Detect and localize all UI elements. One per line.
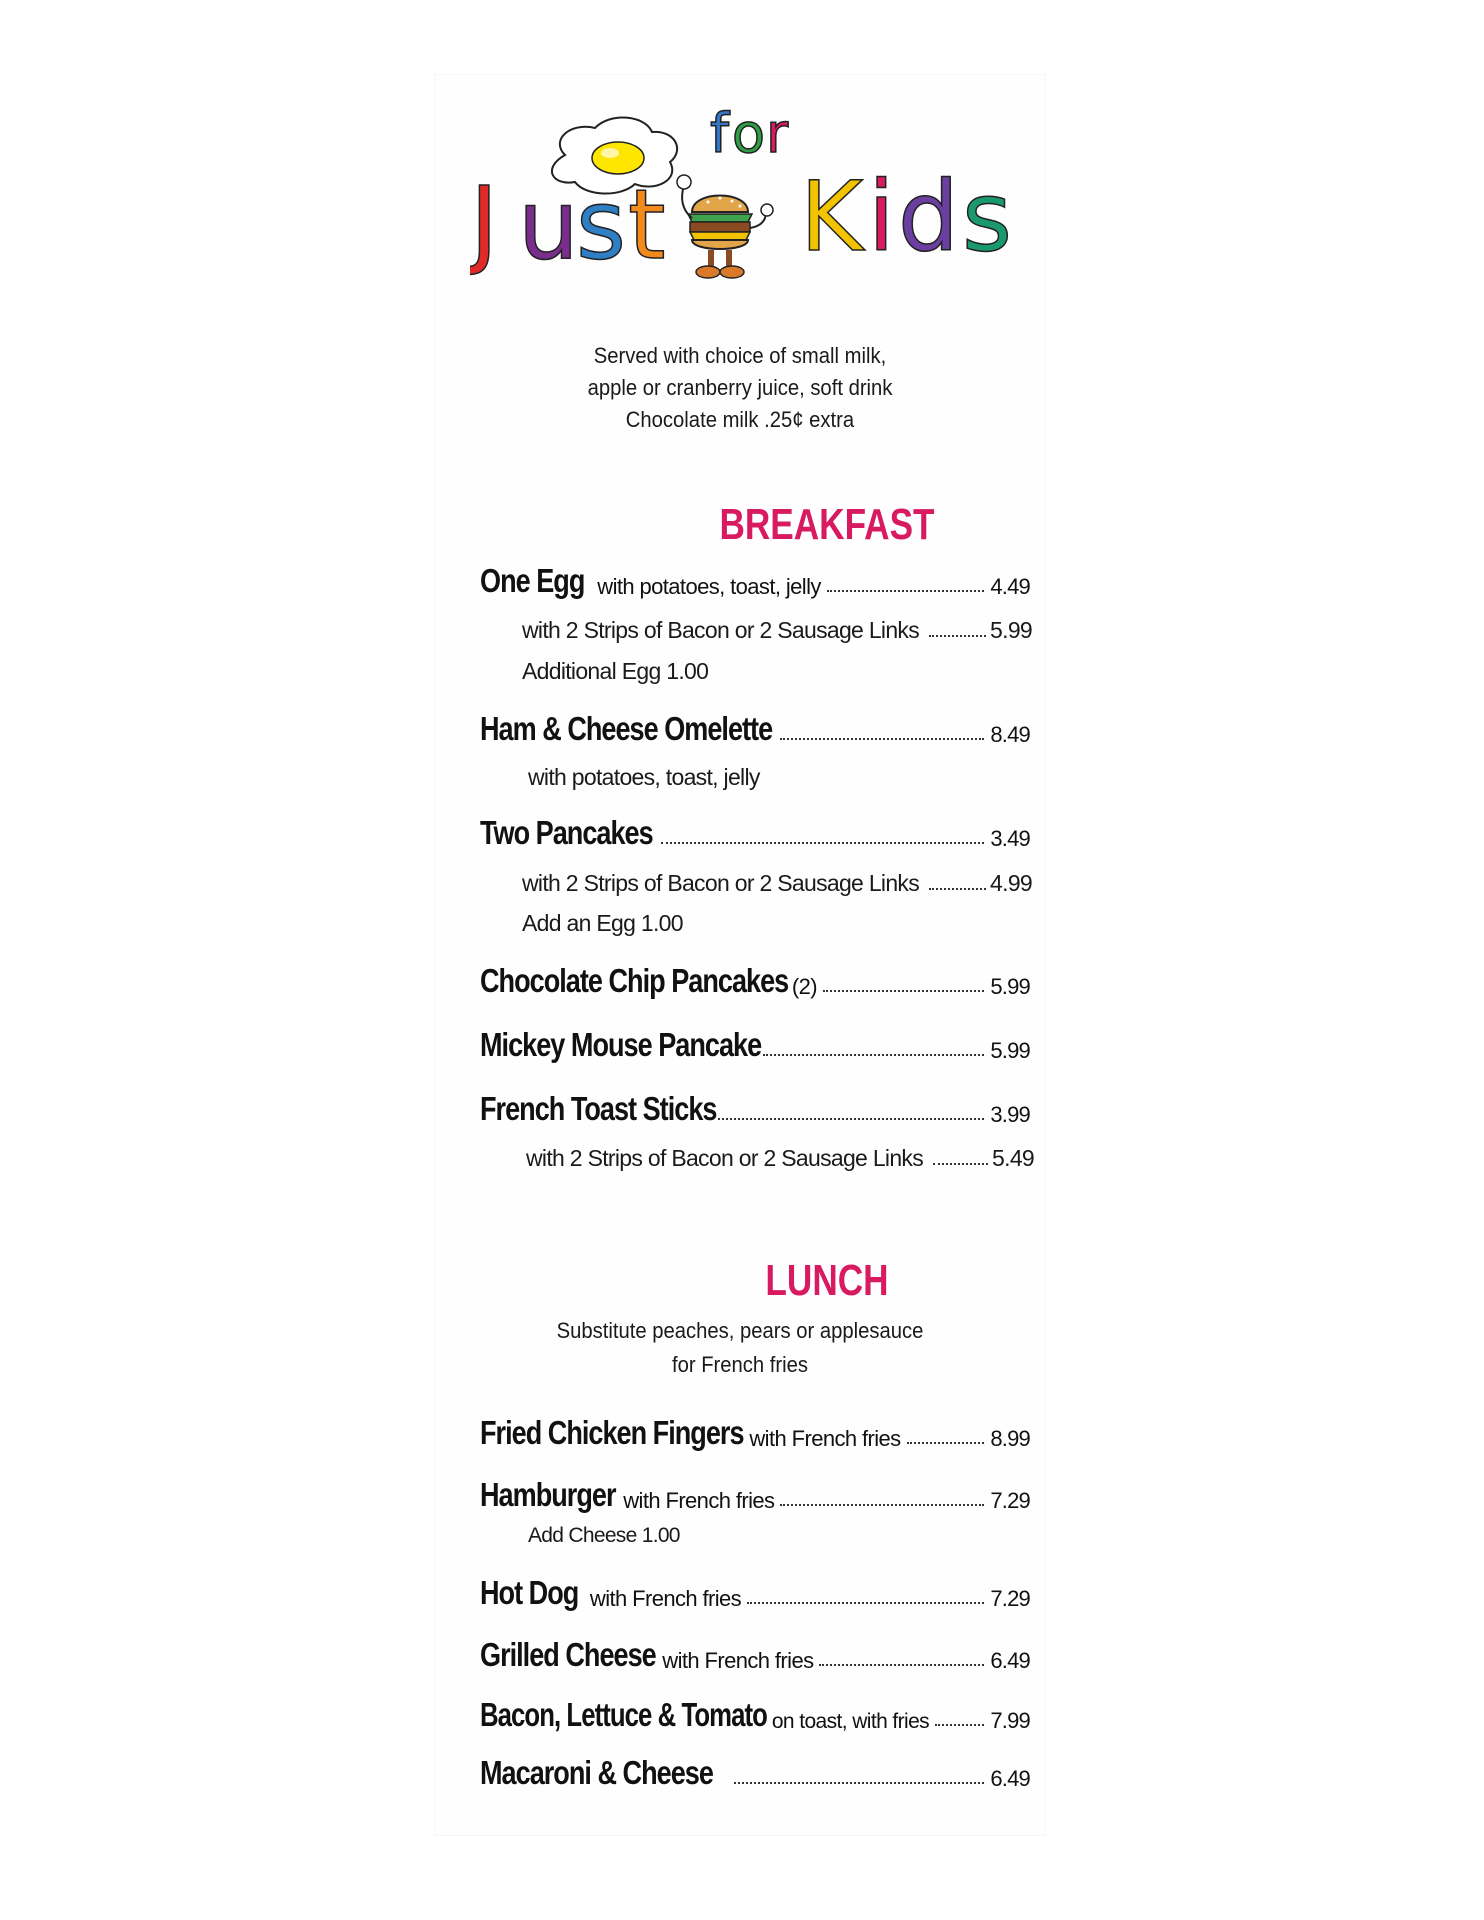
item-desc: (2): [791, 974, 817, 999]
dot-leader: [827, 590, 985, 592]
dot-leader: [935, 1724, 984, 1726]
menu-extra-note: Add Cheese 1.00: [528, 1524, 680, 1547]
svg-text:u: u: [518, 169, 579, 281]
menu-item-grilled-cheese: [480, 1634, 1030, 1674]
item-name: Chocolate Chip Pancakes: [480, 962, 789, 999]
hamburger-mascot-icon: [677, 175, 773, 278]
menu-subitem: [522, 612, 1032, 644]
menu-item-mickey-mouse-pancake: [480, 1024, 1030, 1064]
item-desc: with French fries: [749, 1426, 901, 1451]
item-price: 7.29: [990, 1586, 1030, 1611]
menu-panel: [435, 75, 1045, 1835]
menu-item-one-egg: [480, 560, 1030, 600]
menu-item-chocolate-chip-pancakes: [480, 960, 1030, 1000]
lunch-note-line-1: Substitute peaches, pears or applesauce: [556, 1318, 924, 1343]
item-price: 8.49: [990, 722, 1030, 747]
svg-text:o: o: [732, 102, 766, 165]
menu-subitem: [522, 865, 1032, 897]
menu-item-french-toast-sticks: [480, 1088, 1030, 1128]
subitem-price: 4.99: [990, 870, 1032, 896]
svg-text:t: t: [628, 169, 666, 281]
item-price: 7.29: [990, 1488, 1030, 1513]
item-desc: with potatoes, toast, jelly: [597, 574, 821, 599]
item-price: 3.99: [990, 1102, 1030, 1127]
intro-text: [435, 340, 1045, 436]
menu-subitem: [526, 1140, 1034, 1172]
dot-leader: [819, 1664, 984, 1666]
item-name: Grilled Cheese: [480, 1636, 656, 1673]
svg-text:s: s: [576, 169, 627, 281]
lunch-note-line-2: for French fries: [671, 1352, 809, 1377]
logo-text: [470, 102, 1012, 281]
svg-text:r: r: [766, 102, 789, 165]
svg-text:K: K: [800, 161, 863, 273]
dot-leader: [929, 888, 986, 890]
menu-item-hamburger: [480, 1474, 1030, 1514]
item-price: 4.49: [990, 574, 1030, 599]
svg-text:d: d: [898, 161, 959, 273]
item-price: 7.99: [990, 1708, 1030, 1733]
svg-text:f: f: [710, 102, 730, 165]
item-name: Macaroni & Cheese: [480, 1754, 713, 1791]
svg-text:s: s: [962, 161, 1013, 273]
svg-text:i: i: [868, 161, 895, 273]
menu-extra-note: Additional Egg 1.00: [522, 658, 709, 684]
dot-leader: [907, 1442, 985, 1444]
item-desc: with French fries: [662, 1648, 814, 1673]
dot-leader: [734, 1782, 984, 1784]
dot-leader: [661, 842, 985, 844]
breakfast-title: BREAKFAST: [719, 500, 935, 549]
item-name: Ham & Cheese Omelette: [480, 710, 773, 747]
menu-item-hot-dog: [480, 1572, 1030, 1612]
item-name: One Egg: [480, 562, 585, 599]
item-desc: with French fries: [589, 1586, 742, 1611]
subitem-price: 5.49: [992, 1145, 1034, 1171]
item-name: Bacon, Lettuce & Tomato: [480, 1696, 767, 1733]
menu-item-ham-cheese-omelette: [480, 708, 1030, 748]
item-price: 6.49: [990, 1648, 1030, 1673]
dot-leader: [780, 738, 984, 740]
item-name: Hamburger: [480, 1476, 616, 1513]
subitem-text: with 2 Strips of Bacon or 2 Sausage Links: [522, 870, 920, 896]
item-price: 5.99: [990, 1038, 1030, 1063]
item-name: Mickey Mouse Pancake: [480, 1026, 762, 1063]
menu-item-blt: [480, 1694, 1030, 1734]
item-price: 5.99: [990, 974, 1030, 999]
item-name: Fried Chicken Fingers: [480, 1414, 744, 1451]
dot-leader: [933, 1163, 988, 1165]
dot-leader: [780, 1504, 984, 1506]
menu-extra-note: with potatoes, toast, jelly: [528, 764, 760, 790]
item-price: 8.99: [990, 1426, 1030, 1451]
intro-line-1: Served with choice of small milk,: [593, 343, 887, 368]
dot-leader: [823, 990, 984, 992]
menu-item-fried-chicken-fingers: [480, 1412, 1030, 1452]
menu-extra-note: Add an Egg 1.00: [522, 910, 683, 936]
lunch-note: [435, 1314, 1045, 1382]
just-for-kids-logo: [470, 100, 1050, 300]
lunch-title: LUNCH: [765, 1256, 889, 1305]
item-desc: with French fries: [623, 1488, 775, 1513]
dot-leader: [763, 1054, 985, 1056]
dot-leader: [747, 1602, 984, 1604]
menu-item-two-pancakes: [480, 812, 1030, 852]
item-price: 6.49: [990, 1766, 1030, 1791]
subitem-text: with 2 Strips of Bacon or 2 Sausage Links: [526, 1145, 924, 1171]
subitem-price: 5.99: [990, 617, 1032, 643]
item-price: 3.49: [990, 826, 1030, 851]
dot-leader: [929, 635, 986, 637]
intro-line-3: Chocolate milk .25¢ extra: [625, 407, 855, 432]
item-name: French Toast Sticks: [480, 1090, 717, 1127]
item-desc: on toast, with fries: [771, 1710, 930, 1733]
dot-leader: [718, 1118, 984, 1120]
item-name: Hot Dog: [480, 1574, 579, 1611]
item-name: Two Pancakes: [480, 814, 653, 851]
subitem-text: with 2 Strips of Bacon or 2 Sausage Links: [522, 617, 920, 643]
intro-line-2: apple or cranberry juice, soft drink: [587, 375, 893, 400]
svg-text:J: J: [470, 166, 499, 278]
menu-item-macaroni-cheese: [480, 1752, 1030, 1792]
